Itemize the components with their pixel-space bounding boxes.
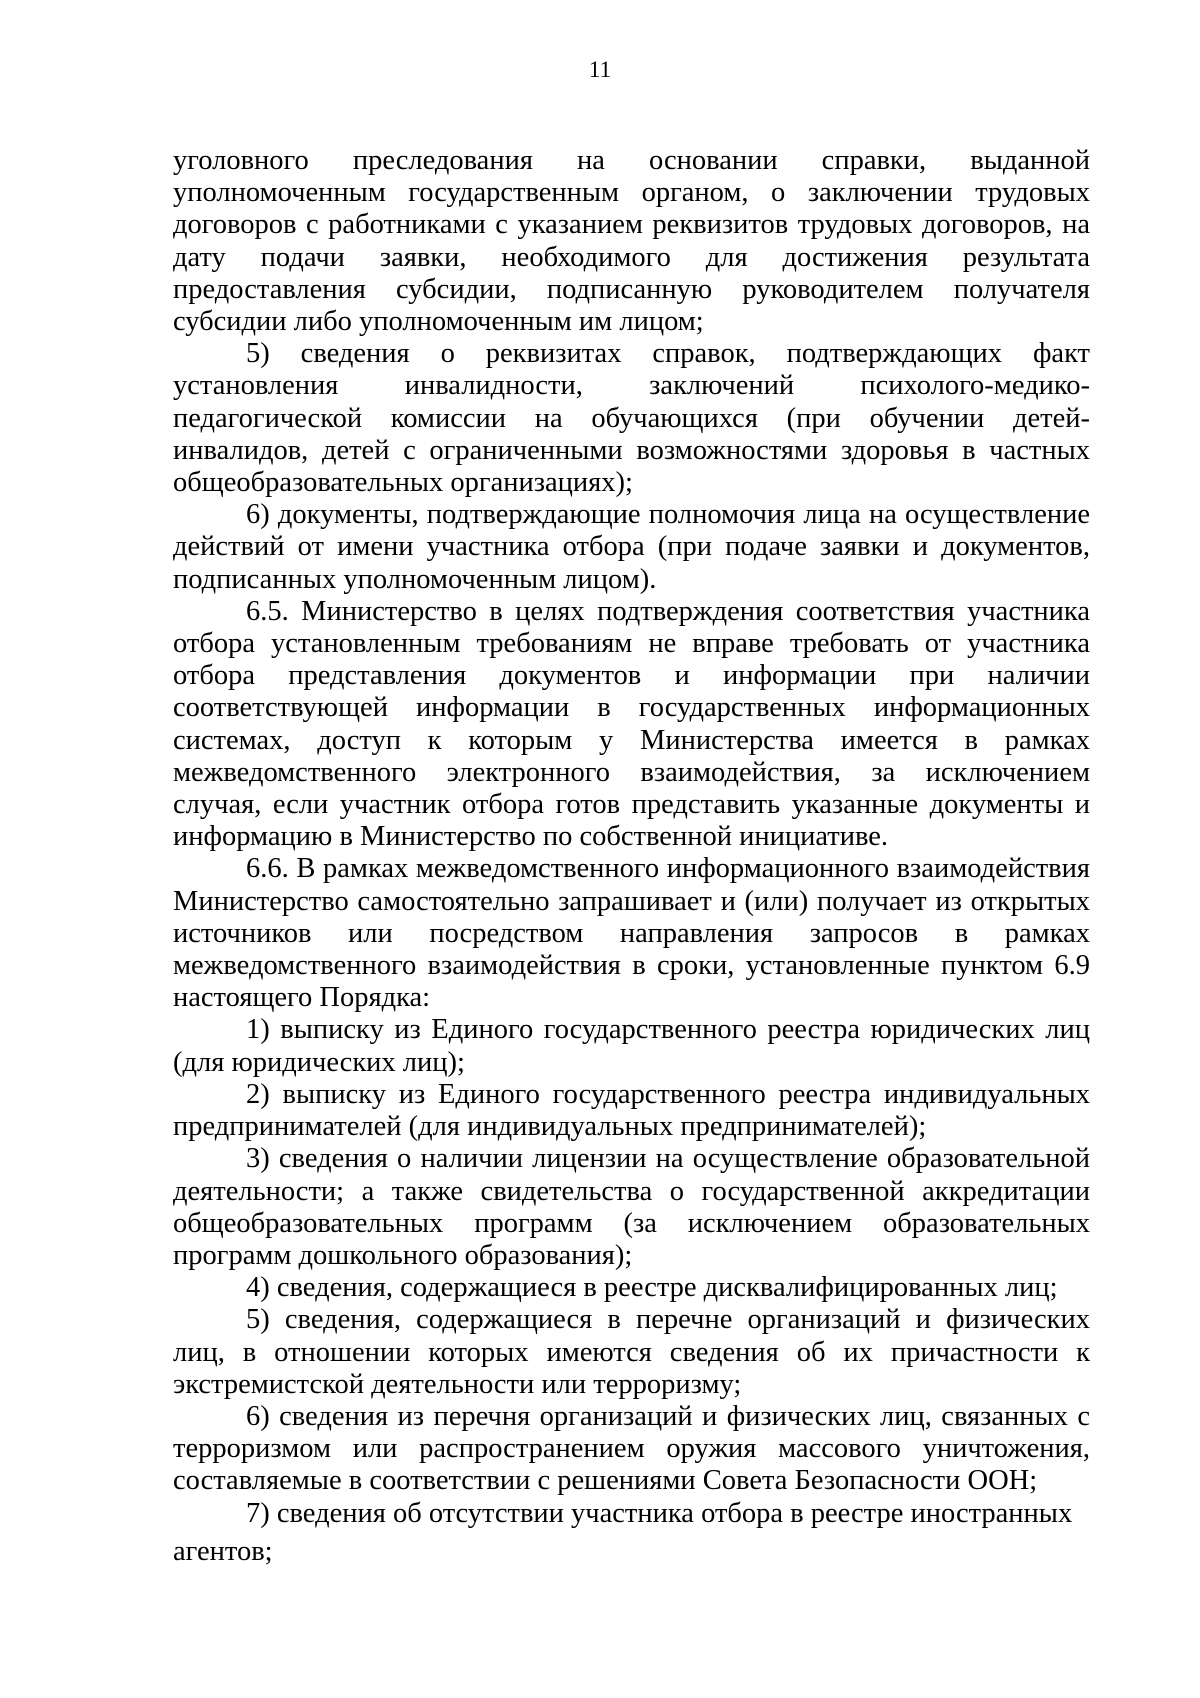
paragraph-item-3-license: 3) сведения о наличии лицензии на осуществление образовательной деятельности; а также свидетельства о государственной аккредитации общеобразовательных программ (за исключением образовательных программ дошкольного образования); [173, 1143, 1090, 1271]
paragraph-item-1-egrul: 1) выписку из Единого государственного реестра юридических лиц (для юридических лиц); [173, 1014, 1090, 1078]
paragraph-item-6-terrorism: 6) сведения из перечня организаций и физических лиц, связанных с терроризмом или распространением оружия массового уничтожения, составляемые в соответствии с решениями Совета Безопасности ООН; [173, 1400, 1090, 1497]
paragraph-item-5-extremism: 5) сведения, содержащиеся в перечне организаций и физических лиц, в отношении которых имеются сведения об их причастности к экстремистской деятельности или терроризму; [173, 1304, 1090, 1400]
paragraph-item-5-disability: 5) сведения о реквизитах справок, подтверждающих факт установления инвалидности, заключений психолого-медико-педагогической комиссии на обучающихся (при обучении детей-инвалидов, детей с ограниченными возможностями здоровья в частных общеобразовательных организациях); [173, 338, 1090, 499]
paragraph-6-5: 6.5. Министерство в целях подтверждения соответствия участника отбора установленным требованиям не вправе требовать от участника отбора представления документов и информации при наличии соответствующей информации в государственных информационных системах, доступ к которым у Министерства имеется в рамках межведомственного электронного взаимодействия, за исключением случая, если участник отбора готов представить указанные документы и информацию в Министерство по собственной инициативе. [173, 595, 1090, 853]
paragraph-6-6: 6.6. В рамках межведомственного информационного взаимодействия Министерство самостоятельно запрашивает и (или) получает из открытых источников или посредством направления запросов в рамках межведомственного взаимодействия в сроки, установленные пунктом 6.9 настоящего Порядка: [173, 853, 1090, 1014]
paragraph-continuation: уголовного преследования на основании справки, выданной уполномоченным государственным органом, о заключении трудовых договоров с работниками с указанием реквизитов трудовых договоров, на дату подачи заявки, необходимого для достижения результата предоставления субсидии, подписанную руководителем получателя субсидии либо уполномоченным им лицом; [173, 145, 1090, 338]
document-body [173, 145, 1090, 1568]
paragraph-item-7-foreign-agents: 7) сведения об отсутствии участника отбора в реестре иностранных [246, 1497, 1073, 1529]
paragraph-item-7-continuation: агентов; [173, 1535, 273, 1567]
paragraph-item-4-disqualified: 4) сведения, содержащиеся в реестре дисквалифицированных лиц; [246, 1272, 1058, 1304]
paragraph-item-2-egrip: 2) выписку из Единого государственного реестра индивидуальных предпринимателей (для индивидуальных предпринимателей); [173, 1078, 1090, 1143]
paragraph-item-6-authority-documents: 6) документы, подтверждающие полномочия лица на осуществление действий от имени участника отбора (при подаче заявки и документов, подписанных уполномоченным лицом). [173, 499, 1090, 595]
page-number: 11 [588, 57, 612, 82]
